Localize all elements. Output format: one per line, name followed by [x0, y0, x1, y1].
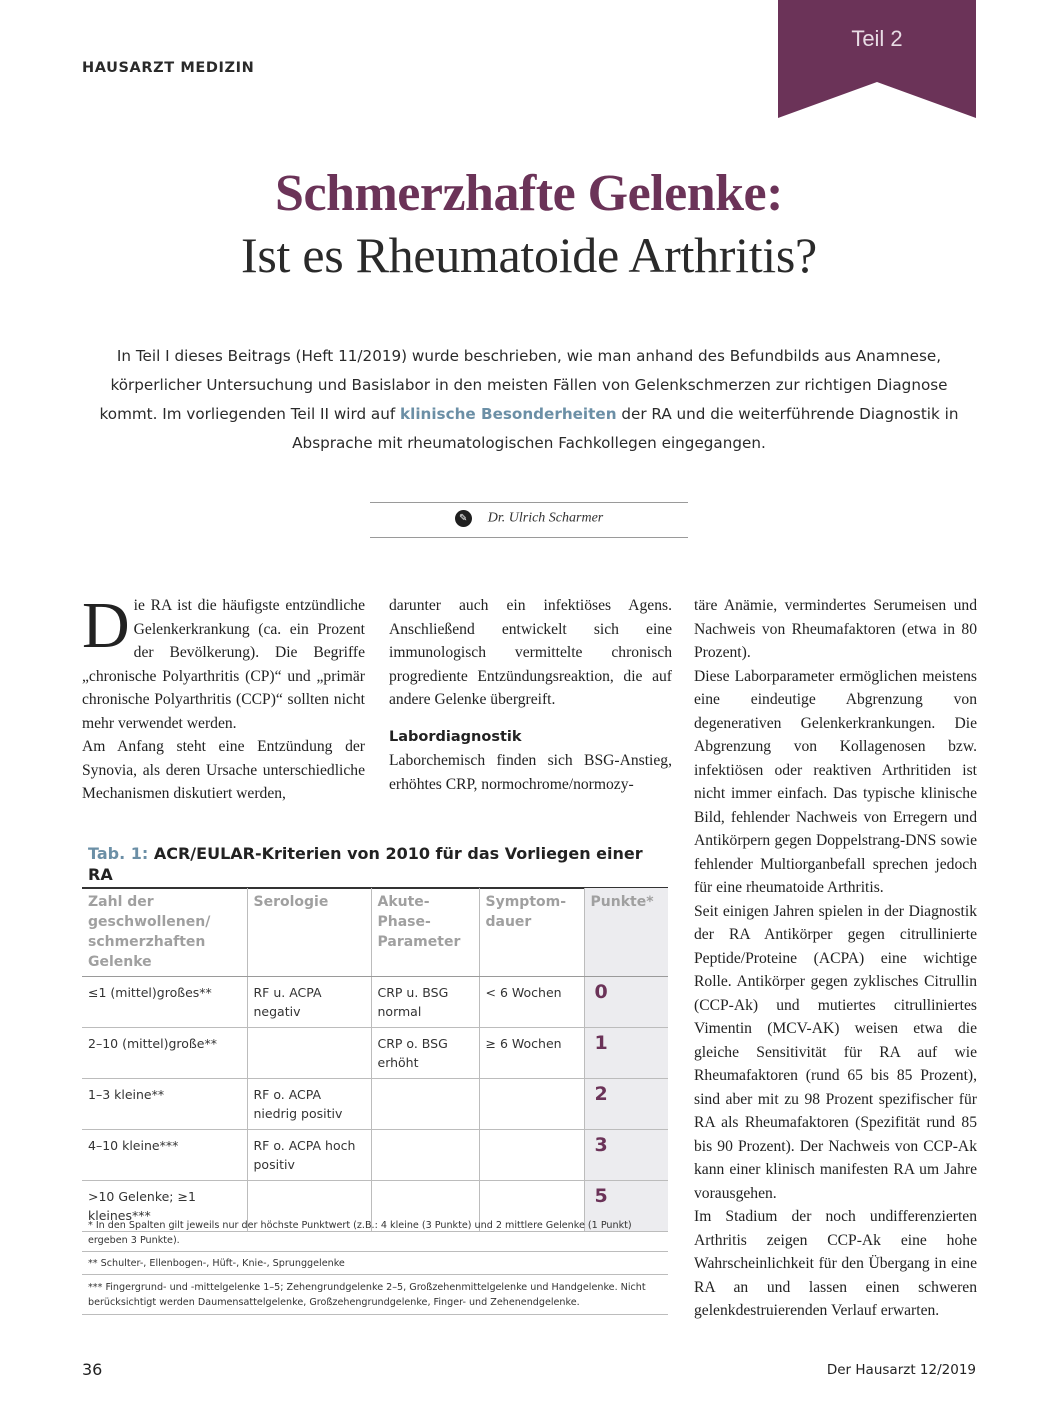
part-tab [778, 0, 976, 118]
cell-acute-phase: CRP u. BSG normal [371, 977, 479, 1028]
col3-paragraph-2: Diese Laborparameter ermöglichen meistens eine eindeutige Abgrenzung von degenerativen Gelenkerkrankungen. Die Abgrenzung von Kollagenosen bzw. infektiösen oder reaktiven Arthritiden ist nicht immer einfach. Das typische klinische Bild, fehlender Nachweis von Erregern und Antikörpern gegen Doppelstrang-DNS sowie fehlender Multiorganbefall sprechen jedoch für eine rheumatoide Arthritis. [694, 667, 977, 896]
footnote-rule-1 [82, 1251, 668, 1252]
table-row [82, 977, 668, 1028]
title-line-1: Schmerzhafte Gelenke: [275, 165, 783, 222]
page-number: 36 [82, 1360, 103, 1379]
drop-cap: D [82, 589, 130, 662]
cell-duration: ≥ 6 Wochen [479, 1028, 584, 1079]
cell-points: 1 [584, 1028, 668, 1079]
table-row [82, 1028, 668, 1079]
header-duration: Symptom-dauer [479, 888, 584, 977]
cell-points: 5 [584, 1181, 668, 1232]
cell-joints: >10 Gelenke; ≥1 kleines*** [82, 1181, 247, 1232]
col1-paragraph-1: ie RA ist die häufigste entzündliche Gelenkerkrankung (ca. ein Prozent der Bevölkerung). Die Begriffe „chronische Polyarthritis (CP)“ und „primär chronische Polyarthritis (CCP)“ sollten nicht mehr verwendet werden. [82, 597, 365, 732]
author-name: Dr. Ulrich Scharmer [487, 510, 604, 526]
table-header-row [82, 888, 668, 977]
header-points: Punkte* [584, 888, 668, 977]
pen-icon: ✎ [455, 510, 472, 527]
table-footnote-2: ** Schulter-, Ellenbogen-, Hüft-, Knie-, Sprunggelenke [88, 1258, 345, 1269]
cell-serology: RF u. ACPA negativ [247, 977, 371, 1028]
col2-paragraph-2: Laborchemisch finden sich BSG-Anstieg, erhöhtes CRP, normochrome/normozy- [389, 752, 672, 793]
header-serology: Serologie [247, 888, 371, 977]
cell-acute-phase: CRP o. BSG erhöht [371, 1028, 479, 1079]
column-1 [82, 589, 365, 806]
lead-text-1: In Teil I dieses Beitrags (Heft 11/2019) wurde beschrieben, wie man anhand des Befundbilds aus Anamnese, körperlicher Untersuchung und Basislabor in den meisten Fällen von Gelenkschmerzen zur richtigen Diagnose kommt. Im vorliegenden Teil II wird auf [99, 347, 948, 423]
cell-duration [479, 1130, 584, 1181]
col1-paragraph-2: Am Anfang steht eine Entzündung der Synovia, als deren Ursache unterschiedliche Mechanismen diskutiert werden, [82, 738, 365, 802]
cell-acute-phase [371, 1130, 479, 1181]
lead-text-2: der RA und die weiterführende Diagnostik in Absprache mit rheumatologischen Fachkollegen eingegangen. [292, 405, 959, 452]
part-tab-shape [778, 0, 976, 118]
part-tab-label: Teil 2 [851, 26, 903, 51]
footnote-rule-2 [82, 1274, 668, 1275]
table-caption: ACR/EULAR-Kriterien von 2010 für das Vorliegen einer RA [88, 844, 643, 884]
title-line-2: Ist es Rheumatoide Arthritis? [241, 227, 817, 283]
footnote-rule-3 [82, 1314, 668, 1315]
cell-serology: RF o. ACPA hoch positiv [247, 1130, 371, 1181]
lead-highlight: klinische Besonderheiten [400, 405, 617, 423]
col2-paragraph-1: darunter auch ein infektiöses Agens. Anschließend entwickelt sich eine immunologisch vermittelte chronisch progrediente Entzündungsreaktion, die auf andere Gelenke übergreift. [389, 597, 672, 708]
cell-duration [479, 1079, 584, 1130]
author-line [370, 510, 688, 527]
criteria-table [82, 888, 668, 1232]
column-2 [389, 594, 672, 796]
lead-paragraph [92, 342, 966, 458]
cell-duration: < 6 Wochen [479, 977, 584, 1028]
section-label: HAUSARZT MEDIZIN [82, 60, 255, 76]
cell-joints: 4–10 kleine*** [82, 1130, 247, 1181]
table-row [82, 1079, 668, 1130]
header-joints: Zahl der geschwollenen/ schmerzhaften Gelenke [82, 888, 247, 977]
cell-serology [247, 1028, 371, 1079]
table-footnote-3: *** Fingergrund- und -mittelgelenke 1–5; Zehengrundgelenke 2–5, Großzehenmittelgelenke und Handgelenke. Nicht berücksichtigt werden Daumensattelgelenke, Großzehengrundgelenke, Finger- und Zehenendgelenke. [88, 1282, 646, 1308]
col3-paragraph-1: täre Anämie, vermindertes Serumeisen und Nachweis von Rheumafaktoren (etwa in 80 Prozent). [694, 597, 977, 661]
cell-points: 3 [584, 1130, 668, 1181]
col3-paragraph-4: Im Stadium der noch undifferenzierten Arthritis zeigen CCP-Ak eine hohe Wahrscheinlichkeit für den Übergang in eine RA an und lassen einen schweren gelenkdestruierenden Verlauf erwarten. [694, 1208, 977, 1319]
subheading-labordiagnostik: Labordiagnostik [389, 728, 522, 745]
table-title [88, 843, 648, 885]
col3-paragraph-3: Seit einigen Jahren spielen in der Diagnostik der RA Antikörper gegen citrullinierte Peptide/Proteine (ACPA) eine wichtige Rolle. Antikörper gegen zyklisches Citrullin (CCP-Ak) und mutiertes citrulliniertes Vimentin (MCV-AK) weisen etwa die gleiche Sensitivität für RA auf wie Rheumafaktoren (rund 65 bis 85 Prozent), sind aber mit zu 98 Prozent spezifischer für RA als Rheumafaktoren (Spezifität rund 85 bis 90 Prozent). Der Nachweis von CCP-Ak kann einer klinisch manifesten RA um Jahre vorausgehen. [694, 902, 977, 1202]
author-rule-top [370, 502, 688, 503]
cell-acute-phase [371, 1079, 479, 1130]
journal-issue: Der Hausarzt 12/2019 [826, 1362, 976, 1378]
cell-points: 0 [584, 977, 668, 1028]
cell-serology: RF o. ACPA niedrig positiv [247, 1079, 371, 1130]
table-label: Tab. 1: [88, 844, 149, 863]
column-3 [694, 594, 977, 1323]
cell-joints: ≤1 (mittel)großes** [82, 977, 247, 1028]
author-rule-bottom [370, 537, 688, 538]
cell-joints: 2–10 (mittel)große** [82, 1028, 247, 1079]
cell-points: 2 [584, 1079, 668, 1130]
table-footnote-1: * In den Spalten gilt jeweils nur der höchste Punktwert (z.B.: 4 kleine (3 Punkte) und 2 mittlere Gelenke (1 Punkt) ergeben 3 Punkte). [88, 1220, 632, 1246]
header-acute-phase: Akute-Phase-Parameter [371, 888, 479, 977]
table-row [82, 1130, 668, 1181]
cell-joints: 1–3 kleine** [82, 1079, 247, 1130]
